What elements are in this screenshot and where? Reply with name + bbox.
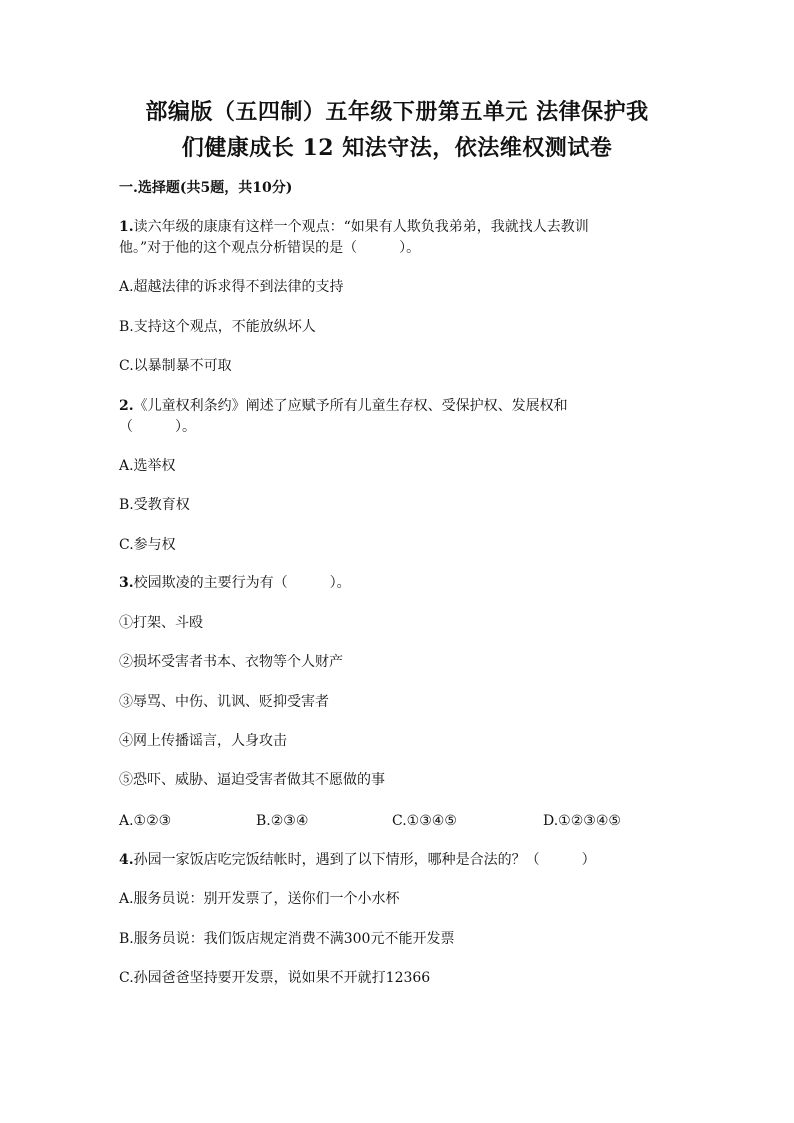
section-heading: 一.选择题(共5题，共10分)	[119, 180, 293, 196]
question-2-line-2: （ ）。	[119, 419, 196, 435]
question-3-option-c: C.①③④⑤	[392, 813, 457, 829]
question-number: 1.	[119, 219, 134, 235]
question-2-option-c: C.参与权	[119, 537, 176, 553]
question-3-statement-2: ②损坏受害者书本、衣物等个人财产	[119, 654, 343, 670]
question-number: 3.	[119, 575, 134, 591]
question-3-line-1	[119, 573, 351, 594]
question-3-option-a: A.①②③	[119, 813, 172, 829]
question-text: 校园欺凌的主要行为有（ ）。	[133, 575, 351, 591]
question-3-statement-3: ③辱骂、中伤、讥讽、贬抑受害者	[119, 694, 329, 710]
question-4-line-1	[119, 850, 596, 871]
question-2-option-b: B.受教育权	[119, 497, 190, 513]
question-2-line-1	[119, 396, 568, 417]
question-3-statement-4: ④网上传播谣言，人身攻击	[119, 733, 287, 749]
title-line-2: 们健康成长 12 知法守法，依法维权测试卷	[181, 135, 613, 161]
question-3-option-d: D.①②③④⑤	[543, 813, 621, 829]
question-4-option-b: B.服务员说：我们饭店规定消费不满300元不能开发票	[119, 931, 455, 947]
question-number: 2.	[119, 398, 134, 414]
question-2-option-a: A.选举权	[119, 458, 176, 474]
question-1-line-1	[119, 217, 589, 238]
title-line-1: 部编版（五四制）五年级下册第五单元 法律保护我	[145, 99, 649, 125]
question-text: 孙园一家饭店吃完饭结帐时，遇到了以下情形，哪种是合法的？（ ）	[133, 852, 596, 868]
question-1-option-a: A.超越法律的诉求得不到法律的支持	[119, 279, 344, 295]
question-1-option-b: B.支持这个观点，不能放纵坏人	[119, 319, 316, 335]
question-text: 读六年级的康康有这样一个观点：“如果有人欺负我弟弟，我就找人去教训	[133, 219, 589, 235]
page-title	[110, 94, 684, 166]
question-4-option-c: C.孙园爸爸坚持要开发票，说如果不开就打12366	[119, 970, 431, 986]
question-1-option-c: C.以暴制暴不可取	[119, 358, 232, 374]
question-text: 《儿童权利条约》阐述了应赋予所有儿童生存权、受保护权、发展权和	[133, 398, 568, 414]
question-4-option-a: A.服务员说：别开发票了，送你们一个小水杯	[119, 891, 400, 907]
question-number: 4.	[119, 852, 134, 868]
question-3-statement-5: ⑤恐吓、威胁、逼迫受害者做其不愿做的事	[119, 772, 385, 788]
question-1-line-2: 他。”对于他的这个观点分析错误的是（ ）。	[119, 240, 421, 256]
question-3-option-b: B.②③④	[256, 813, 309, 829]
question-3-statement-1: ①打架、斗殴	[119, 615, 203, 631]
